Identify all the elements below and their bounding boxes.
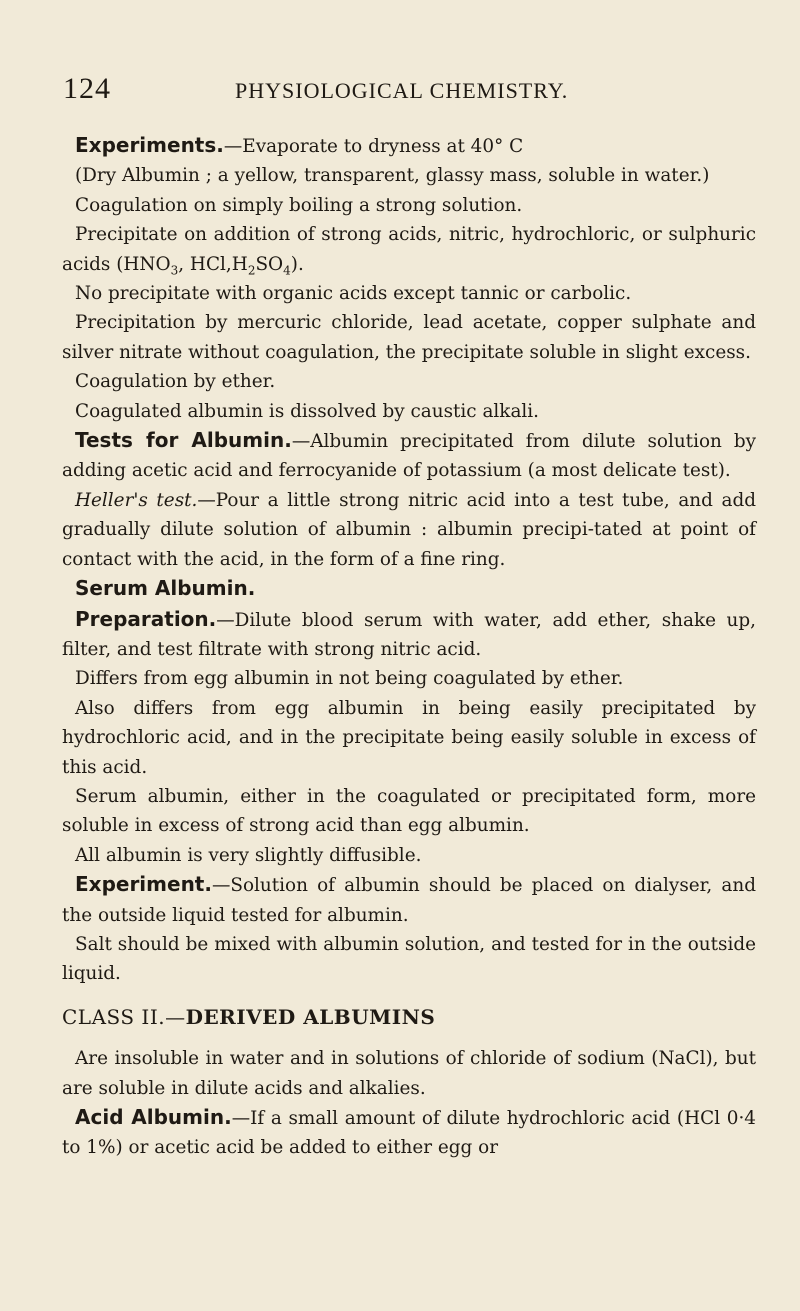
heading-preparation: Preparation. bbox=[75, 606, 217, 631]
subscript: 4 bbox=[283, 263, 291, 278]
paragraph-text: ). bbox=[290, 253, 304, 275]
class-heading bbox=[62, 1003, 756, 1032]
page-body bbox=[62, 131, 756, 1163]
paragraph-tests-albumin bbox=[62, 426, 756, 486]
class-heading-title: DERIVED ALBUMINS bbox=[185, 1004, 436, 1029]
page-header bbox=[63, 72, 740, 112]
paragraph-experiment bbox=[62, 870, 756, 930]
paragraph-text: , HCl,H bbox=[178, 253, 248, 275]
paragraph-diffusible: All albumin is very slightly diffusible. bbox=[75, 844, 422, 866]
paragraph-coagulation: Coagulation on simply boiling a strong solution. bbox=[75, 194, 523, 216]
paragraph-acid-albumin bbox=[62, 1103, 756, 1163]
section-heading: Serum Albumin. bbox=[75, 576, 256, 601]
class-heading-prefix: CLASS II.— bbox=[62, 1004, 186, 1029]
heading-serum-albumin bbox=[62, 574, 756, 604]
paragraph-ether: Coagulation by ether. bbox=[75, 371, 276, 393]
paragraph-hellers-test bbox=[62, 486, 756, 574]
paragraph-serum-albumin: Serum albumin, either in the coagulated or precipitated form, more soluble in excess of strong acid than egg albumin. bbox=[62, 785, 756, 837]
page-number: 124 bbox=[63, 72, 111, 105]
paragraph-text: —Pour a little strong nitric acid into a test tube, and add gradually dilute solution of albumin : albumin precipi-tated at point of contact with the acid, in the form of a fine ring. bbox=[62, 489, 756, 570]
paragraph-salt: Salt should be mixed with albumin solution, and tested for in the outside liquid. bbox=[62, 933, 756, 985]
subscript: 3 bbox=[170, 263, 179, 278]
running-head: PHYSIOLOGICAL CHEMISTRY. bbox=[235, 78, 569, 103]
heading-experiment: Experiment. bbox=[75, 872, 212, 897]
paragraph-experiments bbox=[62, 131, 756, 161]
paragraph-text: —Dilute blood serum with water, add ether, shake up, filter, and test filtrate with strong nitric acid. bbox=[62, 609, 756, 660]
paragraph-organic-acids: No precipitate with organic acids except tannic or carbolic. bbox=[75, 283, 632, 305]
paragraph-also-differs: Also differs from egg albumin in being easily precipitated by hydrochloric acid, and in the precipitate being easily soluble in excess of this acid. bbox=[62, 697, 756, 778]
paragraph-text: SO bbox=[255, 253, 284, 275]
heading-experiments: Experiments. bbox=[75, 133, 224, 157]
heading-tests-albumin: Tests for Albumin. bbox=[75, 428, 292, 453]
paragraph-text: Precipitate on addition of strong acids, nitric, hydrochloric, or sulphuric acids (HNO bbox=[62, 224, 756, 275]
paragraph-caustic-alkali: Coagulated albumin is dissolved by caustic alkali. bbox=[75, 400, 540, 422]
paragraph-text: —If a small amount of dilute hydrochloric acid (HCl 0·4 to 1%) or acetic acid be added to either egg or bbox=[62, 1108, 756, 1159]
paragraph-text: —Evaporate to dryness at 40° C bbox=[223, 136, 524, 157]
heading-acid-albumin: Acid Albumin. bbox=[75, 1105, 232, 1129]
paragraph-text: —Albumin precipitated from dilute solution by adding acetic acid and ferrocyanide of potassium (a most delicate test). bbox=[62, 431, 756, 482]
paragraph-differs: Differs from egg albumin in not being coagulated by ether. bbox=[75, 668, 624, 690]
paragraph-insoluble: Are insoluble in water and in solutions of chloride of sodium (NaCl), but are soluble in dilute acids and alkalies. bbox=[62, 1048, 756, 1099]
subscript: 2 bbox=[247, 263, 256, 278]
paragraph-text: —Solution of albumin should be placed on dialyser, and the outside liquid tested for albumin. bbox=[62, 875, 756, 926]
heading-hellers-test: Heller's test. bbox=[75, 489, 198, 511]
paragraph-precipitation-salts: Precipitation by mercuric chloride, lead acetate, copper sulphate and silver nitrate without coagulation, the precipitate soluble in slight excess. bbox=[62, 312, 756, 363]
paragraph-precipitate-acids bbox=[62, 220, 756, 279]
paragraph-preparation bbox=[62, 605, 756, 665]
paragraph-dry-albumin: (Dry Albumin ; a yellow, transparent, glassy mass, soluble in water.) bbox=[75, 165, 710, 187]
